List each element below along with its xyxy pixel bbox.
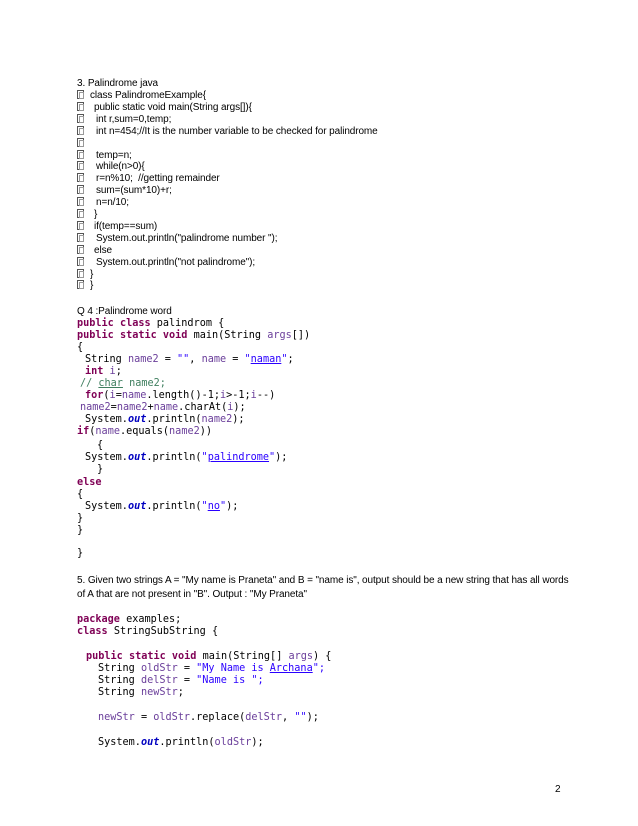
missing-glyph-icon xyxy=(77,102,84,111)
code-line: System.out.println("no"); xyxy=(85,501,239,512)
code-text: n=n/10; xyxy=(96,197,129,209)
code-text: r=n%10; //getting remainder xyxy=(96,173,220,185)
code-line xyxy=(77,138,90,150)
code-line: String name2 = "", name = "naman"; xyxy=(85,354,294,365)
code-line: String oldStr = "My Name is Archana"; xyxy=(98,663,325,674)
code-line xyxy=(77,126,378,138)
missing-glyph-icon xyxy=(77,161,84,170)
code-line: else xyxy=(77,477,102,488)
code-text: } xyxy=(94,209,98,220)
code-text: while(n>0){ xyxy=(96,161,145,173)
code-line: } xyxy=(77,513,84,524)
code-line: name2=name2+name.charAt(i); xyxy=(80,402,246,413)
code-line xyxy=(77,150,132,162)
code-text: } xyxy=(90,280,94,292)
code-line xyxy=(77,185,172,197)
missing-glyph-icon xyxy=(77,185,84,194)
code-text: System.out.println("palindrome number "); xyxy=(96,232,278,244)
code-text: else xyxy=(94,244,112,256)
code-text: sum=(sum*10)+r; xyxy=(96,185,172,197)
code-line xyxy=(77,269,93,281)
code-line: System.out.println("palindrome"); xyxy=(85,452,288,463)
code-text: temp=n; xyxy=(96,149,132,161)
missing-glyph-icon xyxy=(77,173,84,182)
code-line: class StringSubString { xyxy=(77,626,219,637)
code-line: { xyxy=(77,489,84,500)
missing-glyph-icon xyxy=(77,114,84,123)
code-line: public static void main(String args[]) xyxy=(77,330,311,341)
code-line xyxy=(77,209,97,221)
missing-glyph-icon xyxy=(77,90,84,99)
section-heading: Q 4 :Palindrome word xyxy=(77,306,172,317)
code-line: if(name.equals(name2)) xyxy=(77,426,212,437)
code-line xyxy=(77,90,206,102)
code-line xyxy=(77,114,171,126)
code-line: // char name2; xyxy=(80,378,166,389)
section-heading: of A that are not present in "B". Output : "My Praneta" xyxy=(77,589,307,600)
code-line xyxy=(77,161,145,173)
missing-glyph-icon xyxy=(77,221,84,230)
code-line xyxy=(77,233,277,245)
code-line xyxy=(77,173,220,185)
code-line: public static void main(String[] args) { xyxy=(86,651,332,662)
code-line: { xyxy=(97,440,104,451)
code-line xyxy=(77,257,255,269)
code-text: if(temp==sum) xyxy=(94,220,158,232)
missing-glyph-icon xyxy=(77,245,84,254)
missing-glyph-icon xyxy=(77,209,84,218)
code-line: { xyxy=(77,342,84,353)
code-line: int i; xyxy=(85,366,122,377)
code-line xyxy=(77,221,157,233)
code-line: public class palindrom { xyxy=(77,318,225,329)
missing-glyph-icon xyxy=(77,257,84,266)
missing-glyph-icon xyxy=(77,280,84,289)
missing-glyph-icon xyxy=(77,233,84,242)
code-line: for(i=name.length()-1;i>-1;i--) xyxy=(85,390,276,401)
page-number: 2 xyxy=(555,784,561,795)
code-line: package examples; xyxy=(77,614,182,625)
code-text: public static void main(String args[]){ xyxy=(94,101,252,113)
code-text: class PalindromeExample{ xyxy=(90,90,206,101)
code-text: } xyxy=(90,268,94,280)
code-text: System.out.println("not palindrome"); xyxy=(96,256,256,268)
code-text: int r,sum=0,temp; xyxy=(96,113,172,125)
section-heading: 5. Given two strings A = "My name is Praneta" and B = "name is", output should be a new string that has all words xyxy=(77,575,569,586)
code-line xyxy=(77,197,129,209)
code-line xyxy=(77,280,93,292)
code-line xyxy=(77,102,252,114)
missing-glyph-icon xyxy=(77,150,84,159)
missing-glyph-icon xyxy=(77,197,84,206)
missing-glyph-icon xyxy=(77,126,84,135)
missing-glyph-icon xyxy=(77,269,84,278)
section-heading: 3. Palindrome java xyxy=(77,78,159,89)
code-line: String delStr = "Name is "; xyxy=(98,675,264,686)
code-line: System.out.println(name2); xyxy=(85,414,245,425)
code-line: System.out.println(oldStr); xyxy=(98,737,264,748)
code-text: int n=454;//It is the number variable to be checked for palindrome xyxy=(96,125,378,137)
code-line: newStr = oldStr.replace(delStr, ""); xyxy=(98,712,319,723)
code-line xyxy=(77,245,112,257)
missing-glyph-icon xyxy=(77,138,84,147)
code-line: } xyxy=(77,548,84,559)
code-line: } xyxy=(97,464,104,475)
code-line: String newStr; xyxy=(98,687,184,698)
code-line: } xyxy=(77,525,84,536)
